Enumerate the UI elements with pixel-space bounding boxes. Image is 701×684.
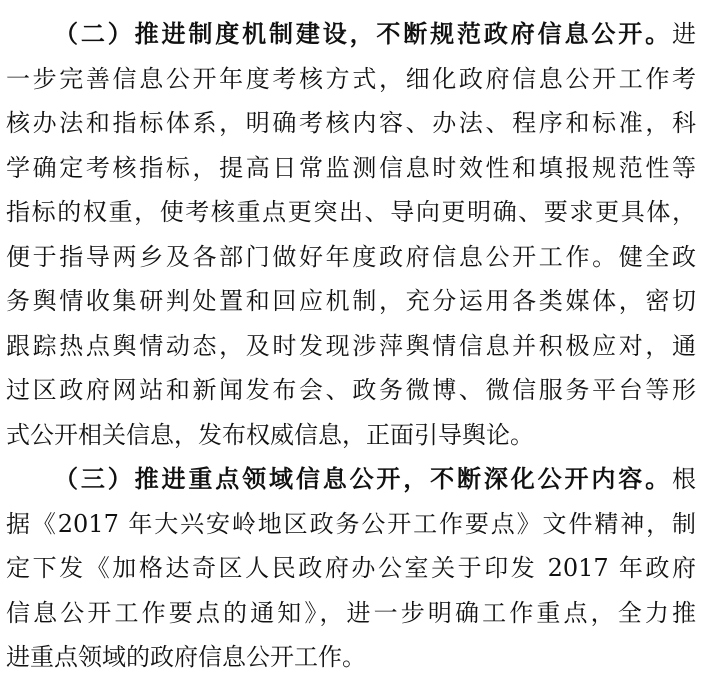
section-heading: （三）推进重点领域信息公开，不断深化公开内容。 <box>54 464 672 493</box>
section-heading: （二）推进制度机制建设，不断规范政府信息公开。 <box>54 19 672 48</box>
paragraph-line <box>6 457 696 502</box>
paragraph-line: 指标的权重，使考核重点更突出、导向更明确、要求更具体， <box>6 198 696 226</box>
paragraph-line: 进重点领域的政府信息公开工作。 <box>6 643 366 671</box>
paragraph-line <box>6 12 696 57</box>
paragraph-line: 信息公开工作要点的通知》，进一步明确工作重点，全力推 <box>6 598 696 627</box>
paragraph-section-3 <box>6 457 701 680</box>
paragraph-line: 过区政府网站和新闻发布会、政务微博、微信服务平台等形 <box>6 376 696 404</box>
line-text: 进 <box>672 20 696 48</box>
paragraph-line: 学确定考核指标，提高日常监测信息时效性和填报规范性等 <box>6 153 696 182</box>
paragraph-section-2 <box>6 12 701 457</box>
paragraph-line: 定下发《加格达奇区人民政府办公室关于印发 2017 年政府 <box>6 554 696 582</box>
paragraph-line: 一步完善信息公开年度考核方式，细化政府信息公开工作考 <box>6 64 696 93</box>
paragraph-line: 便于指导两乡及各部门做好年度政府信息公开工作。健全政 <box>6 242 696 271</box>
line-text: 根 <box>672 465 696 493</box>
paragraph-line: 跟踪热点舆情动态，及时发现涉萍舆情信息并积极应对，通 <box>6 331 696 360</box>
paragraph-line: 核办法和指标体系，明确考核内容、办法、程序和标准，科 <box>6 109 696 137</box>
paragraph-line: 务舆情收集研判处置和回应机制，充分运用各类媒体，密切 <box>6 287 696 315</box>
paragraph-line: 据《2017 年大兴安岭地区政务公开工作要点》文件精神，制 <box>6 509 696 538</box>
paragraph-line: 式公开相关信息，发布权威信息，正面引导舆论。 <box>6 420 534 449</box>
